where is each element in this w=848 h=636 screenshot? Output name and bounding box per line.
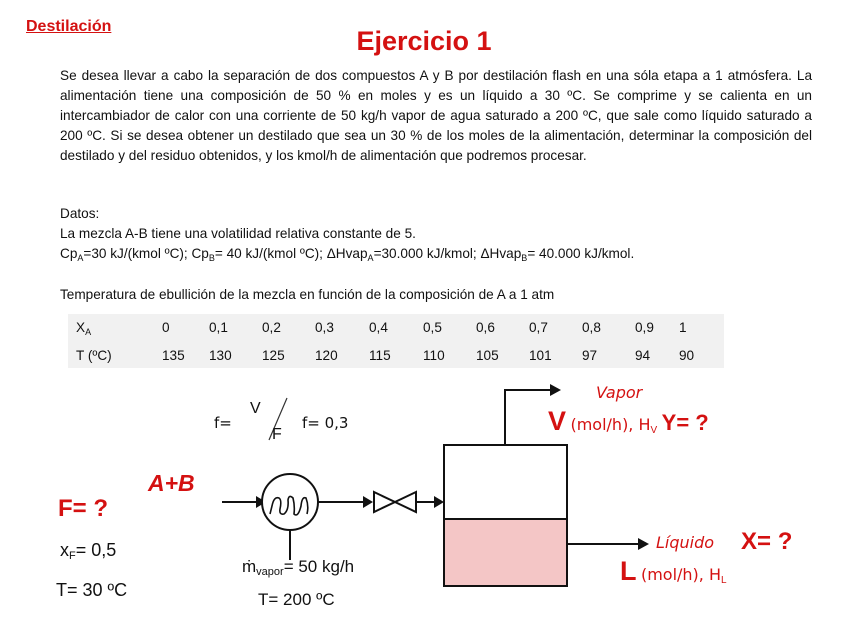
- x-value-cell: 0,6: [476, 320, 495, 335]
- t-value-cell: 130: [209, 348, 232, 363]
- f-label: f=: [214, 414, 232, 432]
- feed-temperature: T= 30 ºC: [56, 580, 128, 600]
- t-value-cell: 120: [315, 348, 338, 363]
- page-title: Ejercicio 1: [356, 26, 492, 56]
- feed-label: A+B: [148, 470, 195, 496]
- x-value-cell: 0,1: [209, 320, 228, 335]
- topic-heading: Destilación: [26, 18, 112, 35]
- steam-temperature: T= 200 ºC: [258, 590, 335, 609]
- t-value-cell: 125: [262, 348, 285, 363]
- f-denominator: F: [272, 426, 282, 443]
- row-label-x: $X_A$: [76, 320, 92, 337]
- t-value-cell: 101: [529, 348, 552, 363]
- x-value-cell: 1: [679, 320, 687, 335]
- valve-arrowhead: [434, 496, 444, 508]
- x-value-cell: 0: [162, 320, 170, 335]
- f-value: f= 0,3: [302, 414, 349, 432]
- t-value-cell: 105: [476, 348, 499, 363]
- vapor-stream-info: V (mol/h), $H_V$ Y= ?: [548, 406, 709, 436]
- volatility-text: La mezcla A-B tiene una volatilidad relativa constante de 5.: [60, 226, 416, 241]
- t-value-cell: 90: [679, 348, 695, 363]
- vapor-arrowhead: [550, 384, 561, 396]
- problem-statement: Se desea llevar a cabo la separación de dos compuestos A y B por destilación flash en una sóla etapa a 1 atmósfera. La alimentación tiene una composición de 50 % en moles y es un líquido a 30 ºC. Se comprime y se calienta en un intercambiador de calor con una corriente de 50 kg/h vapor de agua saturado a 200 ºC, que sale como líquido saturado a 200 ºC. Si se desea obtener un destilado que sea un 30 % de los moles de la alimentación, determinar la composición del destilado y del residuo obtenidos, y los kmol/h de alimentación que podremos procesar.: [60, 68, 812, 163]
- feed-flow: F= ?: [58, 495, 109, 522]
- f-numerator: V: [250, 400, 261, 417]
- steam-flow: ṁ$_{vapor}$= 50 kg/h: [242, 557, 355, 578]
- feed-composition: $x_F= 0,5$: [60, 540, 117, 562]
- t-value-cell: 97: [582, 348, 598, 363]
- liquid-stream-info: L (mol/h), $H_L$: [620, 556, 727, 586]
- t-value-cell: 94: [635, 348, 651, 363]
- x-value-cell: 0,4: [369, 320, 388, 335]
- x-value-cell: 0,7: [529, 320, 548, 335]
- liquid-composition: X= ?: [741, 528, 793, 555]
- x-value-cell: 0,3: [315, 320, 334, 335]
- table-caption: Temperatura de ebullición de la mezcla en función de la composición de A a 1 atm: [60, 287, 555, 302]
- row-label-t: T (ºC): [76, 348, 112, 363]
- x-value-cell: 0,2: [262, 320, 281, 335]
- liquid-label: Líquido: [656, 533, 715, 552]
- x-value-cell: 0,9: [635, 320, 654, 335]
- heat-exchanger-icon: [262, 474, 318, 530]
- valve-icon: [374, 492, 395, 512]
- vapor-outlet: [505, 390, 552, 445]
- x-value-cell: 0,5: [423, 320, 442, 335]
- vapor-label: Vapor: [596, 383, 643, 402]
- thermo-data: $Cp_A=30$ kJ/(kmol ºC); $Cp_B= 40$ kJ/(kmol ºC); ΔHvap$_A$=30.000 kJ/kmol; ΔHvap$_B$= 40.000 kJ/kmol.: [60, 246, 635, 263]
- t-value-cell: 115: [369, 348, 391, 363]
- x-value-cell: 0,8: [582, 320, 601, 335]
- liquid-phase: [444, 519, 567, 586]
- liquid-arrowhead: [638, 538, 649, 550]
- datos-heading: Datos:: [60, 206, 100, 221]
- t-value-cell: 110: [423, 348, 445, 363]
- t-value-cell: 135: [162, 348, 185, 363]
- pump-arrowhead: [363, 496, 373, 508]
